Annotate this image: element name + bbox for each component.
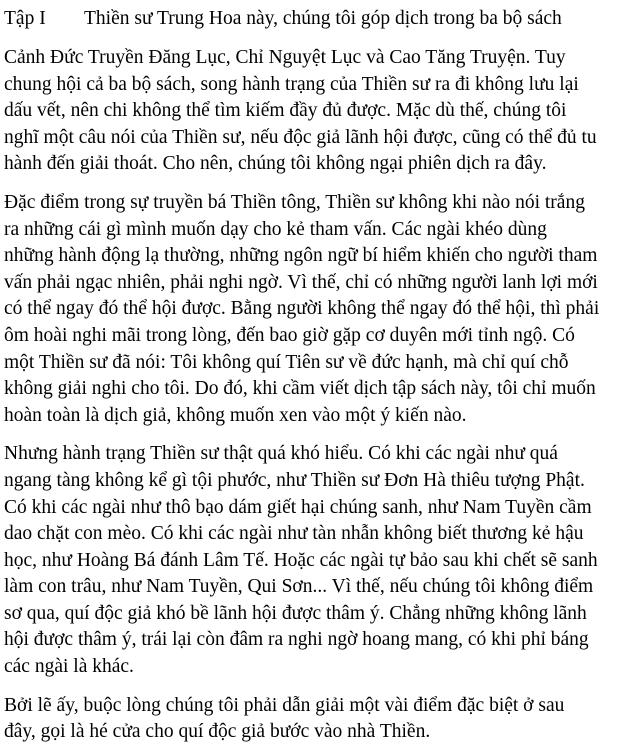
text-line: chung hội cả ba bộ sách, song hành trạng của Thiền sư ra đi không lưu lại <box>4 73 579 95</box>
text-line: Đặc điểm trong sự truyền bá Thiền tông, Thiền sư không khi nào nói trắng <box>4 191 585 213</box>
text-line: những hành động lạ thường, những ngôn ngữ bí hiểm khiến cho người tham <box>4 245 598 267</box>
text-line: vấn phải ngạc nhiên, phải nghi ngờ. Vì thế, chỉ có những người lanh lợi mới <box>4 271 598 293</box>
text-line: các ngài là khác. <box>4 656 134 678</box>
text-line: nghĩ một câu nói của Thiền sư, nếu độc giả lãnh hội được, cũng có thể đủ tu <box>4 126 597 148</box>
body-text <box>4 45 627 746</box>
text-line: ngang tàng không kể gì tội phước, như Thiền sư Đơn Hà thiêu tượng Phật. <box>4 469 585 491</box>
text-line: học, như Hoàng Bá đánh Lâm Tế. Hoặc các ngài tự bảo sau khi chết sẽ sanh <box>4 549 598 571</box>
text-line: đây, gọi là hé cửa cho quí độc giả bước vào nhà Thiền. <box>4 721 431 743</box>
paragraph <box>4 190 627 429</box>
text-line: Cảnh Đức Truyền Đăng Lục, Chỉ Nguyệt Lục và Cao Tăng Truyện. Tuy <box>4 47 566 68</box>
text-line: một Thiền sư đã nói: Tôi không quí Tiên sư về đức hạnh, mà chỉ quí chỗ <box>4 351 569 373</box>
text-line: dấu vết, nên chi không thể tìm kiếm đầy đủ được. Mặc dù thế, chúng tôi <box>4 100 567 122</box>
paragraph <box>4 441 627 680</box>
paragraph <box>4 45 627 178</box>
text-line: hội được thâm ý, trái lại còn đâm ra nghi ngờ hoang mang, có khi phỉ báng <box>4 629 589 651</box>
text-line: Nhưng hành trạng Thiền sư thật quá khó hiểu. Có khi các ngài như quá <box>4 443 558 465</box>
text-line: sơ qua, quí độc giả khó bề lãnh hội được thâm ý. Chẳng những không lãnh <box>4 602 587 624</box>
paragraph <box>4 693 627 746</box>
text-line: Có khi các ngài như thô bạo dám giết hại chúng sanh, như Nam Tuyền cầm <box>4 496 592 518</box>
text-line: Bởi lẽ ấy, buộc lòng chúng tôi phải dẫn giải một vài điểm đặc biệt ở sau <box>4 694 565 716</box>
text-line: làm con trâu, như Nam Tuyền, Qui Sơn... Vì thế, nếu chúng tôi không điểm <box>4 576 594 598</box>
text-line: ra những cái gì mình muốn dạy cho kẻ tham vấn. Các ngài khéo dùng <box>4 218 547 240</box>
volume-label: Tập I <box>4 8 46 29</box>
text-line: có thể ngay đó thể hội được. Bằng người không thể ngay đó thể hội, thì phải <box>4 298 600 320</box>
text-line: hành đến giải thoát. Cho nên, chúng tôi không ngại phiên dịch ra đây. <box>4 153 547 175</box>
text-line: dao chặt con mèo. Có khi các ngài như tàn nhẫn không biết thương kẻ hậu <box>4 523 584 545</box>
text-line: hoàn toàn là dịch giả, không muốn xen vào một ý kiến nào. <box>4 404 467 426</box>
text-line: ôm hoài nghi mãi trong lòng, đến bao giờ gặp cơ duyên mới tỉnh ngộ. Có <box>4 324 575 346</box>
text-line: không giải nghi cho tôi. Do đó, khi cầm viết dịch tập sách này, tôi chỉ muốn <box>4 378 596 400</box>
running-header <box>4 6 627 32</box>
header-text: Thiền sư Trung Hoa này, chúng tôi góp dịch trong ba bộ sách <box>84 8 562 29</box>
